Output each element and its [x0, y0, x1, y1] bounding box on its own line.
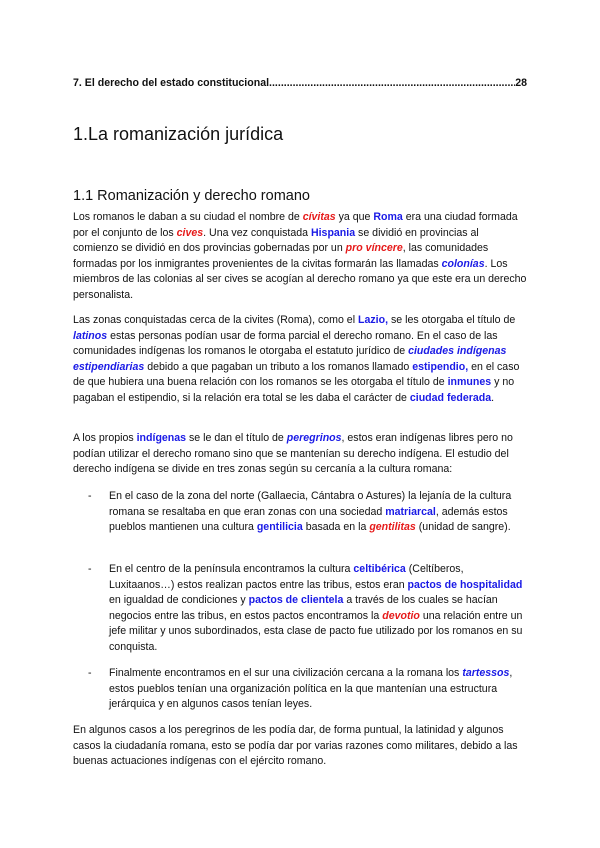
chapter-heading: 1.La romanización jurídica — [73, 124, 284, 144]
term-latinos: latinos — [73, 329, 108, 342]
toc-entry-title: 7. El derecho del estado constitucional. — [73, 77, 272, 89]
term-devotio: devotio — [382, 609, 420, 622]
bullet-dash: - — [88, 667, 92, 679]
term-inmunes: inmunes — [447, 376, 492, 389]
term-ciudades-indigenas-estipendiarias: ciudades indígenas estipendiarias — [73, 345, 507, 373]
toc-entry[interactable] — [73, 77, 527, 89]
term-gentilitas: gentilitas — [369, 521, 416, 534]
term-peregrinos: peregrinos — [286, 432, 342, 444]
term-pro-vincere: pro víncere — [345, 242, 403, 255]
term-ciudad-federada: ciudad federada — [409, 391, 492, 404]
section-heading: 1.1 Romanización y derecho romano — [73, 188, 310, 204]
bullet-dash: - — [88, 563, 92, 575]
term-pactos-de-clientela: pactos de clientela — [248, 594, 344, 607]
paragraph-peregrinos: A los propios indígenas se le dan el título de peregrinos, estos eran indígenas libres pero no podían utilizar el derecho romano sino que se mantenían su derecho indígena. El estudio del derecho indígena se divide en tres zonas según su cercanía a la cultura romana: — [73, 432, 513, 476]
term-gentilicia: gentilicia — [256, 521, 303, 534]
toc-page-number: 28 — [515, 77, 527, 89]
term-lazio: Lazio, — [358, 314, 389, 326]
paragraph-latinos: Las zonas conquistadas cerca de la civites (Roma), como el Lazio, se les otorgaba el título de latinos estas personas podían usar de forma parcial el derecho romano. En el caso de las comunidades indígenas los romanos le otorgaba el estatuto jurídico de ciudades indígenas estipendiarias debido a que pagaban un tributo a los romanos llamado estipendio, en el caso de que hubiera una buena relación con los romanos se les otorgaba el título de inmunes y no pagaban el estipendio, si la relación era total se les daba el carácter de ciudad federada. — [73, 314, 520, 404]
term-indigenas: indígenas — [136, 432, 187, 444]
term-cives: cives — [176, 226, 204, 239]
term-celtiberica: celtibérica — [353, 563, 406, 575]
term-hispania: Hispania — [310, 226, 356, 239]
term-matriarcal: matriarcal — [385, 505, 436, 518]
paragraph-civitas: Los romanos le daban a su ciudad el nombre de cívitas ya que Roma era una ciudad formada por el conjunto de los cives. Una vez conquistada Hispania se dividió en provincias al comienzo se dividió en dos provincias gobernadas por un pro víncere, las comunidades formadas por los inmigrantes provenientes de la civitas formarán las llamadas colonías. Los miembros de las colonias al ser cives se acogían al derecho romano ya que este era un derecho personalista. — [73, 211, 527, 301]
term-pactos-de-hospitalidad: pactos de hospitalidad — [407, 578, 523, 591]
toc-leader-dots — [272, 77, 515, 89]
paragraph-ciudadania: En algunos casos a los peregrinos de les podía dar, de forma puntual, la latinidad y algunos casos la ciudadanía romana, esto se podía dar por varias razones como militares, debido a las buenas actuaciones indígenas con el ejército romano. — [73, 724, 518, 768]
term-estipendio: estipendio, — [412, 360, 469, 373]
bullet-dash: - — [88, 490, 92, 502]
term-colonias: colonías — [441, 257, 485, 270]
term-roma: Roma — [373, 211, 403, 223]
term-tartessos: tartessos — [462, 667, 510, 679]
term-civitas: cívitas — [302, 211, 336, 223]
